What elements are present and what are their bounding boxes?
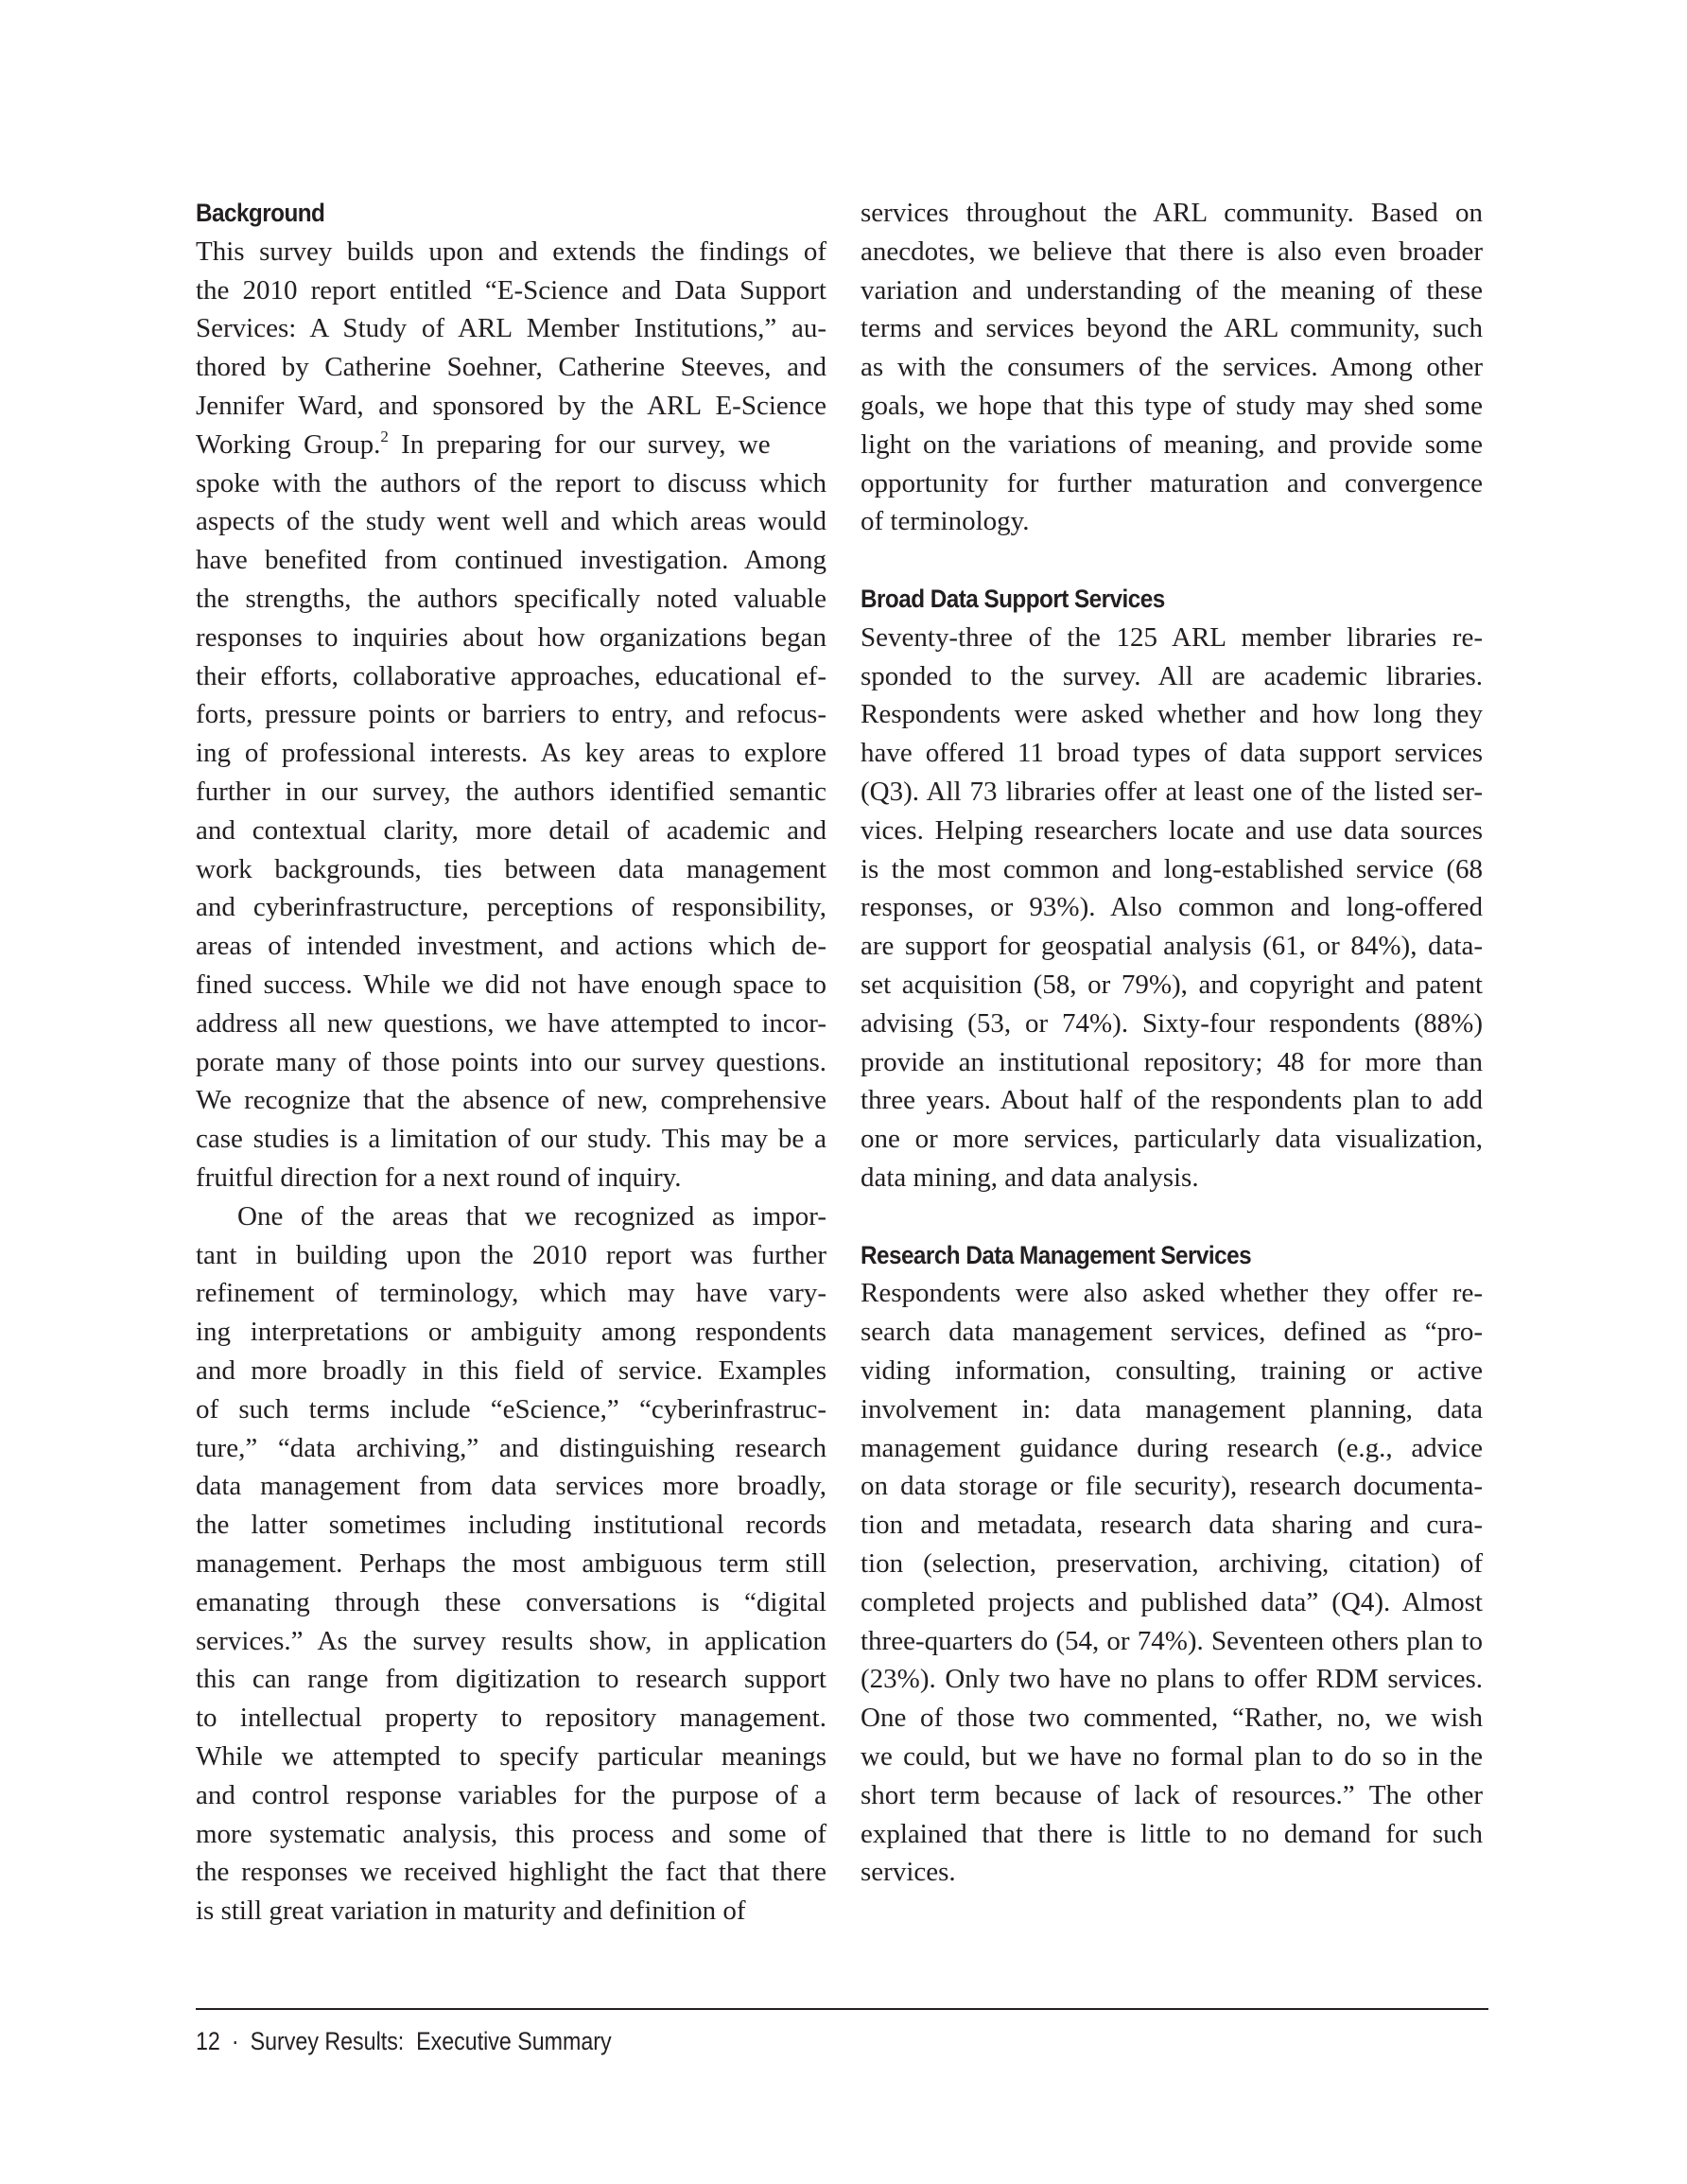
body-text-line: and more broadly in this field of service. Examples xyxy=(196,1355,826,1386)
body-text-line: fruitful direction for a next round of inquiry. xyxy=(196,1162,682,1193)
body-text-line: one or more services, particularly data visualization, xyxy=(861,1124,1483,1155)
body-text-line: While we attempted to specify particular meanings xyxy=(196,1741,826,1772)
body-text-line: Jennifer Ward, and sponsored by the ARL E-Science xyxy=(196,391,826,421)
body-text-line: Seventy-three of the 125 ARL member libraries re- xyxy=(861,621,1483,653)
body-text-line: have offered 11 broad types of data support services xyxy=(861,738,1483,769)
body-text-line: Respondents were asked whether and how long they xyxy=(861,699,1483,730)
body-text-line: forts, pressure points or barriers to entry, and refocus- xyxy=(196,699,826,730)
body-text-line: We recognize that the absence of new, comprehensive xyxy=(196,1085,826,1116)
body-text-line: on data storage or file security), research documenta- xyxy=(861,1471,1483,1502)
text-fragment: Working Group. xyxy=(196,428,381,460)
body-text-line: ture,” “data archiving,” and distinguishing research xyxy=(196,1432,826,1463)
body-text-line: and cyberinfrastructure, perceptions of responsibility, xyxy=(196,892,826,923)
body-text-line: the 2010 report entitled “E-Science and Data Support xyxy=(196,274,826,306)
body-text-line: have benefited from continued investigation. Among xyxy=(196,545,826,576)
section-heading-background: Background xyxy=(196,199,325,227)
body-text-line: provide an institutional repository; 48 for more than xyxy=(861,1046,1483,1077)
body-text-line: explained that there is little to no demand for such xyxy=(861,1818,1483,1849)
body-text-line: services.” As the survey results show, in application xyxy=(196,1625,826,1656)
body-text-line: One of those two commented, “Rather, no, we wish xyxy=(861,1703,1483,1734)
body-text-line: management. Perhaps the most ambiguous term still xyxy=(196,1548,826,1579)
body-text-line: work backgrounds, ties between data management xyxy=(196,853,826,884)
footer-separator: · xyxy=(231,2027,239,2055)
body-text-line: their efforts, collaborative approaches, educational ef- xyxy=(196,660,826,691)
body-text-line: are support for geospatial analysis (61, or 84%), data- xyxy=(861,931,1483,962)
body-text-line: data mining, and data analysis. xyxy=(861,1162,1199,1193)
body-text-line: the strengths, the authors specifically noted valuable xyxy=(196,584,826,614)
body-text-line: tion (selection, preservation, archiving, citation) of xyxy=(861,1548,1483,1579)
body-text-line: refinement of terminology, which may have vary- xyxy=(196,1278,826,1309)
body-text-line: search data management services, defined as “pro- xyxy=(861,1317,1483,1348)
body-text-line: three-quarters do (54, or 74%). Seventeen others plan to xyxy=(861,1625,1483,1656)
body-text-line: vices. Helping researchers locate and use data sources xyxy=(861,814,1483,846)
page-number: 12 xyxy=(196,2027,220,2055)
body-text-line: address all new questions, we have attempted to incor- xyxy=(196,1007,826,1039)
body-text-line: areas of intended investment, and actions which de- xyxy=(196,931,826,962)
body-text-line: the responses we received highlight the fact that there xyxy=(196,1857,826,1888)
body-text-line: and control response variables for the purpose of a xyxy=(196,1779,826,1810)
body-text-line: more systematic analysis, this process and some of xyxy=(196,1818,826,1849)
body-text-line: responses to inquiries about how organizations began xyxy=(196,621,826,653)
body-text-line: goals, we hope that this type of study may shed some xyxy=(861,391,1483,421)
section-heading-broad-data-support: Broad Data Support Services xyxy=(861,585,1165,613)
body-text-line: case studies is a limitation of our study. This may be a xyxy=(196,1124,826,1155)
body-text-line: One of the areas that we recognized as impor- xyxy=(237,1200,826,1232)
body-text-line: data management from data services more broadly, xyxy=(196,1471,826,1502)
body-text-line: tion and metadata, research data sharing and cura- xyxy=(861,1510,1483,1541)
body-text-line: is the most common and long-established service (68 xyxy=(861,853,1483,884)
footer-section-title: Survey Results: Executive Summary xyxy=(250,2027,612,2055)
footnote-marker[interactable]: 2 xyxy=(380,427,389,446)
page-footer xyxy=(196,2022,612,2060)
body-text-line: and contextual clarity, more detail of academic and xyxy=(196,814,826,846)
body-text-line: three years. About half of the respondents plan to add xyxy=(861,1085,1483,1116)
body-text-line: emanating through these conversations is “digital xyxy=(196,1586,826,1617)
body-text-line: (23%). Only two have no plans to offer RDM services. xyxy=(861,1664,1483,1695)
body-text-line: ing interpretations or ambiguity among respondents xyxy=(196,1317,826,1348)
body-text-line: services. xyxy=(861,1857,956,1888)
section-heading-research-data-management: Research Data Management Services xyxy=(861,1240,1252,1269)
body-text-line: thored by Catherine Soehner, Catherine Steeves, and xyxy=(196,352,826,383)
body-text-line: viding information, consulting, training or active xyxy=(861,1355,1483,1386)
body-text-line: the latter sometimes including institutional records xyxy=(196,1510,826,1541)
body-text-line: ing of professional interests. As key areas to explore xyxy=(196,738,826,769)
body-text-line: light on the variations of meaning, and provide some xyxy=(861,428,1483,460)
body-text-line: set acquisition (58, or 79%), and copyright and patent xyxy=(861,970,1483,1000)
body-text-line: fined success. While we did not have enough space to xyxy=(196,970,826,1000)
body-text-line: sponded to the survey. All are academic libraries. xyxy=(861,660,1483,691)
body-text-line: management guidance during research (e.g., advice xyxy=(861,1432,1483,1463)
body-text-line: to intellectual property to repository management. xyxy=(196,1703,826,1734)
body-text-line: terms and services beyond the ARL community, such xyxy=(861,313,1483,344)
body-text-line: this can range from digitization to research support xyxy=(196,1664,826,1695)
body-text-line: completed projects and published data” (Q4). Almost xyxy=(861,1586,1483,1617)
body-text-line: services throughout the ARL community. Based on xyxy=(861,198,1483,228)
body-text-line: of terminology. xyxy=(861,506,1030,537)
footer-rule xyxy=(196,2008,1488,2010)
body-text-line: as with the consumers of the services. Among other xyxy=(861,352,1483,383)
text-fragment: In preparing for our survey, we xyxy=(388,428,771,460)
text-line xyxy=(196,426,826,463)
body-text-line: Respondents were also asked whether they offer re- xyxy=(861,1278,1483,1309)
body-text-line: of such terms include “eScience,” “cyberinfrastruc- xyxy=(196,1393,826,1424)
body-text-line: short term because of lack of resources.” The other xyxy=(861,1779,1483,1810)
body-text-line: responses, or 93%). Also common and long-offered xyxy=(861,892,1483,923)
body-text-line: aspects of the study went well and which areas would xyxy=(196,506,826,537)
body-text-line: spoke with the authors of the report to discuss which xyxy=(196,467,826,498)
body-text-line: opportunity for further maturation and convergence xyxy=(861,467,1483,498)
body-text-line: variation and understanding of the meaning of these xyxy=(861,274,1483,306)
body-text-line: further in our survey, the authors identified semantic xyxy=(196,777,826,807)
body-text-line: This survey builds upon and extends the findings of xyxy=(196,236,826,267)
body-text-line: anecdotes, we believe that there is also even broader xyxy=(861,236,1483,267)
body-text-line: (Q3). All 73 libraries offer at least one of the listed ser- xyxy=(861,777,1483,807)
body-text-line: porate many of those points into our survey questions. xyxy=(196,1046,826,1077)
body-text-line: involvement in: data management planning, data xyxy=(861,1393,1483,1424)
body-text-line: Services: A Study of ARL Member Institutions,” au- xyxy=(196,313,826,344)
body-text-line: we could, but we have no formal plan to do so in the xyxy=(861,1741,1483,1772)
body-text-line: advising (53, or 74%). Sixty-four respondents (88%) xyxy=(861,1007,1483,1039)
body-text-line: tant in building upon the 2010 report was further xyxy=(196,1239,826,1270)
body-text-line: is still great variation in maturity and definition of xyxy=(196,1896,746,1927)
